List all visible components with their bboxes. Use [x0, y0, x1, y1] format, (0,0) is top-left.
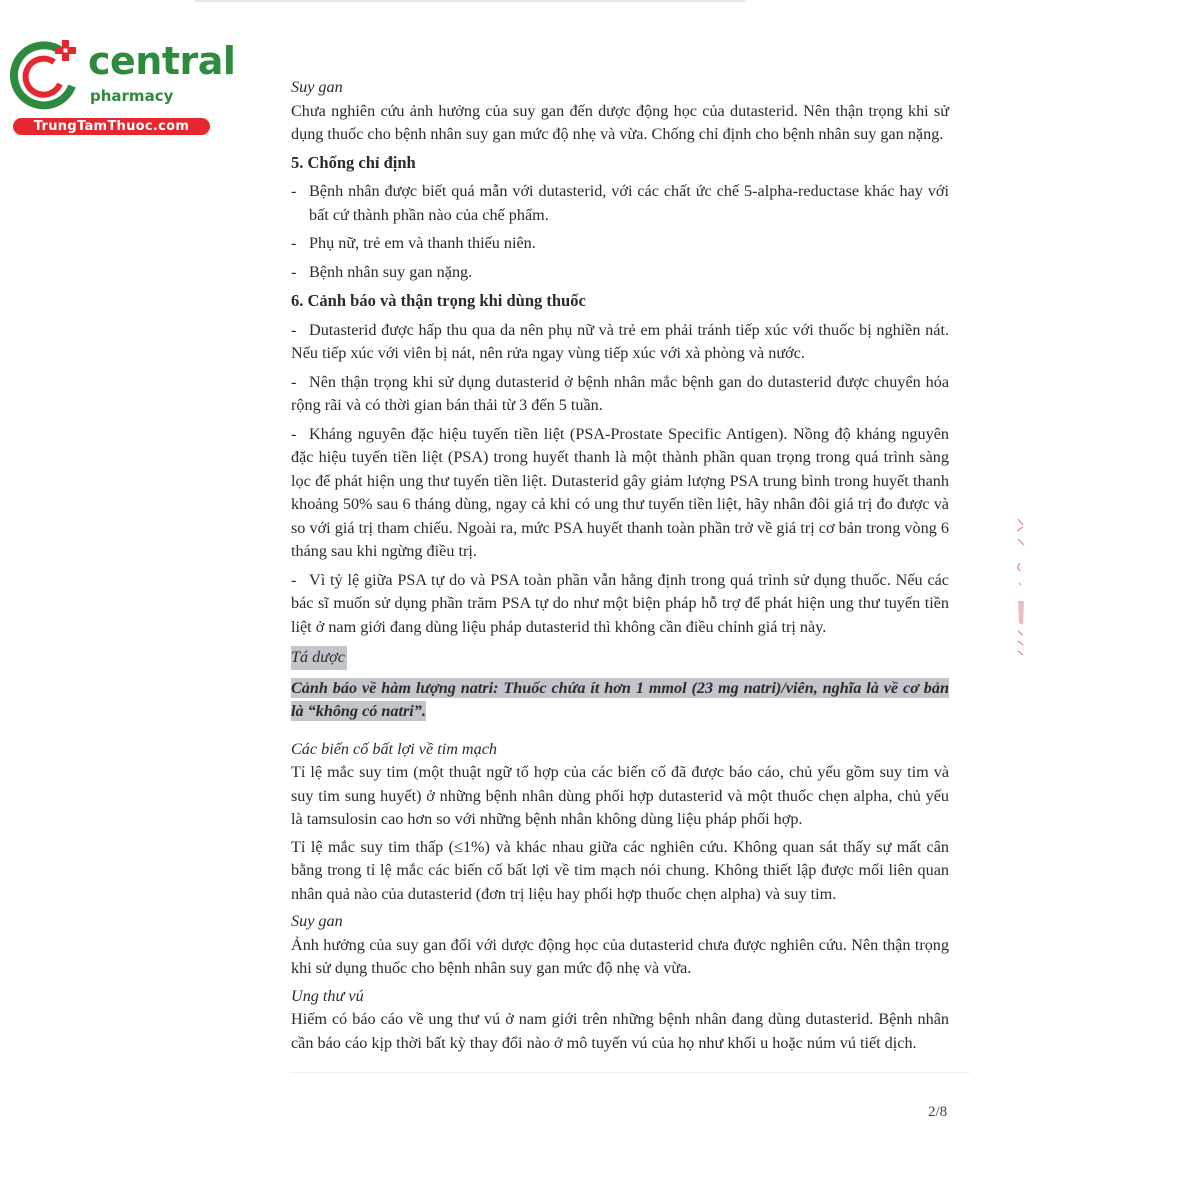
- list-item: [291, 261, 949, 285]
- brand-name: central: [88, 39, 236, 83]
- paragraph-breast-cancer: Hiếm có báo cáo về ung thư vú ở nam giới trên những bệnh nhân đang dùng dutasterid. Bệnh nhân cần báo cáo kịp thời bất kỳ thay đổi nào ở mô tuyến vú của họ như khối u hoặc núm vú tiết dịch.: [291, 1010, 949, 1052]
- list-item: [291, 232, 949, 256]
- section-heading-breast-cancer: Ung thư vú: [291, 986, 364, 1005]
- section-heading-contraindications: 5. Chống chỉ định: [291, 152, 416, 172]
- scan-bottom-edge: [290, 1072, 970, 1073]
- warning-paragraph: [291, 569, 949, 640]
- bullet-dash: -: [291, 570, 297, 589]
- scan-top-edge: [195, 0, 745, 2]
- document-page: [291, 76, 949, 1059]
- section-heading-liver: Suy gan: [291, 78, 343, 96]
- warning-text: Nên thận trọng khi sử dụng dutasterid ở bệnh nhân mắc bệnh gan do dutasterid được chuyển hóa rộng rãi và có thời gian bán thải từ 3 đến 5 tuần.: [291, 372, 949, 414]
- warning-text: Kháng nguyên đặc hiệu tuyến tiền liệt (PSA-Prostate Specific Antigen). Nồng độ kháng nguyên đặc hiệu tuyến tiền liệt (PSA) trong huyết thanh là một thành phần quan trọng trong quá trình sàng lọc để phát hiện ung thư tuyến tiền liệt. Dutasterid gây giảm lượng PSA trung bình trong huyết thanh khoảng 50% sau 6 tháng dùng, ngay cả khi có ung thư tuyến tiền liệt, hãy nhân đôi giá trị đo được và so với giá trị tham chiếu. Ngoài ra, mức PSA huyết thanh toàn phần trở về giá trị cơ bản trong vòng 6 tháng sau khi ngừng điều trị.: [291, 424, 949, 560]
- list-item: [291, 180, 949, 227]
- bullet-dash: -: [291, 182, 297, 200]
- bullet-dash: -: [291, 424, 297, 443]
- section-heading-warnings: 6. Cảnh báo và thận trọng khi dùng thuốc: [291, 291, 586, 310]
- paragraph-cardio: Tỉ lệ mắc suy tim (một thuật ngữ tổ hợp của các biến cố đã được báo cáo, chủ yếu gồm suy tim và suy tim sung huyết) ở những bệnh nhân dùng phối hợp dutasterid và một thuốc chẹn alpha, chủ yếu là tamsulosin cao hơn so với những bệnh nhân không dùng liệu pháp phối hợp.: [291, 763, 949, 828]
- list-item-text: Phụ nữ, trẻ em và thanh thiếu niên.: [309, 234, 536, 252]
- stamp-fragment-icon: [1014, 515, 1028, 660]
- paragraph-cardio: Tỉ lệ mắc suy tim thấp (≤1%) và khác nhau giữa các nghiên cứu. Không quan sát thấy sự mất cân bằng trong tỉ lệ mắc các biến cố bất lợi về tim mạch nói chung. Không thiết lập được mối liên quan nhân quả nào của dutasterid (đơn trị liệu hay phối hợp thuốc chẹn alpha) và suy tim.: [291, 837, 949, 903]
- sodium-warning-text: : Thuốc chứa ít hơn 1 mmol (23 mg natri)/viên, nghĩa là về cơ bản là “không có natri”.: [291, 678, 949, 720]
- section-heading-cardio: Các biến cố bất lợi về tim mạch: [291, 739, 497, 758]
- sodium-warning: [291, 677, 949, 724]
- website-badge: TrungTamThuoc.com: [13, 118, 210, 135]
- section-heading-liver-2: Suy gan: [291, 912, 343, 930]
- pharmacy-cross-icon: [10, 38, 82, 110]
- bullet-dash: -: [291, 234, 297, 252]
- paragraph-liver: Chưa nghiên cứu ảnh hưởng của suy gan đến dược động học của dutasterid. Nên thận trọng khi sử dụng thuốc cho bệnh nhân suy gan mức độ nhẹ và vừa. Chống chỉ định cho bệnh nhân suy gan nặng.: [291, 101, 949, 143]
- list-item-text: Bệnh nhân được biết quá mẫn với dutasterid, với các chất ức chế 5-alpha-reductase khác hay với bất cứ thành phần nào của chế phẩm.: [309, 182, 949, 224]
- warning-paragraph: [291, 371, 949, 418]
- bullet-dash: -: [291, 372, 297, 391]
- warning-paragraph: [291, 423, 949, 564]
- page-number: 2/8: [928, 1104, 948, 1120]
- warning-text: Dutasterid được hấp thu qua da nên phụ nữ và trẻ em phải tránh tiếp xúc với thuốc bị nghiền nát. Nếu tiếp xúc với viên bị nát, nên rửa ngay vùng tiếp xúc với xà phòng và nước.: [291, 320, 949, 362]
- sodium-warning-label: Cảnh báo về hàm lượng natri: [291, 678, 494, 697]
- bullet-dash: -: [291, 320, 297, 339]
- brand-subtitle: pharmacy: [90, 87, 174, 105]
- warning-text: Vì tỷ lệ giữa PSA tự do và PSA toàn phần vẫn hằng định trong quá trình sử dụng thuốc. Nếu các bác sĩ muốn sử dụng phần trăm PSA tự do như một biện pháp hỗ trợ để phát hiện ung thư tuyến tiền liệt ở nam giới đang dùng liệu pháp dutasterid thì không cần điều chỉnh giá trị này.: [291, 570, 949, 636]
- bullet-dash: -: [291, 262, 297, 281]
- list-item-text: Bệnh nhân suy gan nặng.: [309, 262, 473, 281]
- excipients-heading: Tá dược: [291, 646, 347, 670]
- paragraph-liver-2: Ảnh hưởng của suy gan đối với dược động học của dutasterid chưa được nghiên cứu. Nên thận trọng khi sử dụng thuốc cho bệnh nhân suy gan mức độ nhẹ và vừa.: [291, 935, 949, 977]
- central-pharmacy-logo: [10, 38, 236, 138]
- warning-paragraph: [291, 319, 949, 366]
